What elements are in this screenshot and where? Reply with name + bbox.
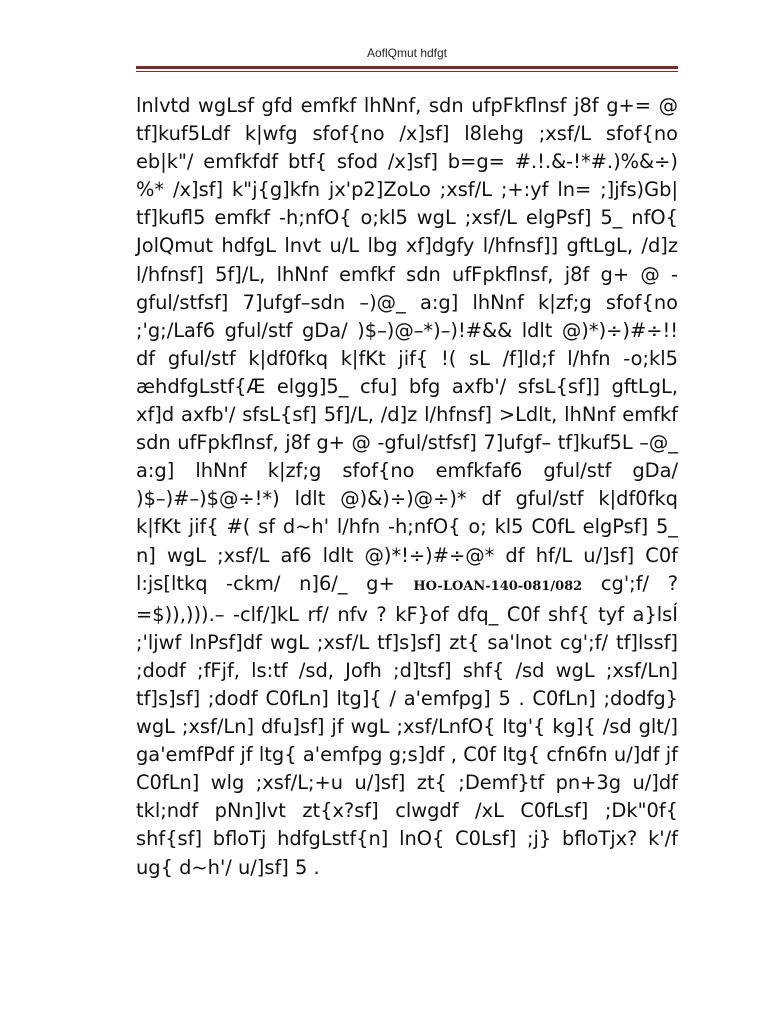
- body-text-part-2: cg';f/ ?=$)),))).– -clf/]kL rf/ nfv ? kF}of dfq_ C0f shf{ tyf a}lsÍ ;'ljwf lnPsf]df wgL ;xsf/L tf]s]sf] zt{ sa'lnot cg';f/ tf]lssf] ;dodf ;fFjf, ls:tf /sd, Jofh ;d]tsf] shf{ /sd wgL ;xsf/Ln] tf]s]sf] ;dodf C0fLn] ltg]{ / a'emfpg] 5 . C0fLn] ;dodfg} wgL ;xsf/Ln] dfu]sf] jf wgL ;xsf/LnfO{ ltg'{ kg]{ /sd glt/] ga'emfPdf jf ltg{ a'emfpg g;s]df , C0f ltg{ cfn6fn u/]df jf C0fLn] wlg ;xsf/L;+u u/]sf] zt{ ;Demf}tf pn+3g u/]df tkl;ndf pNn]lvt zt{x?sf] clwgdf /xL C0fLsf] ;Dk"0f{ shf{sf] bfloTj hdfgLstf{n] lnO{ C0Lsf] ;j} bfloTjx? k'/f ug{ d~h'/ u/]sf] 5 .: [136, 571, 678, 879]
- document-body: [136, 92, 678, 882]
- body-text-part-1: lnlvtd wgLsf gfd emfkf lhNnf, sdn ufpFkflnsf j8f g+= @ tf]kuf5Ldf k|wfg sfof{no /x]sf] l8lehg ;xsf/L sfof{no eb|k"/ emfkfdf btf{ sfod /x]sf] b=g= #.!.&-!*#.)%&÷) %* /x]sf] k"j{g]kfn jx'p2]ZoLo ;xsf/L ;+:yf ln= ;]jfs)Gb| tf]kufl5 emfkf -h;nfO{ o;kl5 wgL ;xsf/L elgPsf] 5_ nfO{ JolQmut hdfgL lnvt u/L lbg xf]dgfy l/hfnsf]] gftLgL, /d]z l/hfnsf] 5f]/L, lhNnf emfkf sdn ufFpkflnsf, j8f g+ @ -gful/stfsf] 7]ufgf–sdn –)@_ a:g] lhNnf k|zf;g sfof{no ;'g;/Laf6 gful/stf gDa/ )$–)@–*)–)!#&& ldlt @)*)÷)#÷!! df gful/stf k|df0fkq k|fKt jif{ !( sL /f]ld;f l/hfn -o;kl5 æhdfgLstf{Æ elgg]5_ cfu] bfg axfb'/ sfsL{sf]] gftLgL, xf]d axfb'/ sfsL{sf] 5f]/L, /d]z l/hfnsf] >Ldlt, lhNnf emfkf sdn ufFpkflnsf, j8f g+ @ -gful/stfsf] 7]ufgf– tf]kuf5L –@_ a:g] lhNnf k|zf;g sfof{no emfkfaf6 gful/stf gDa/ )$–)#–)$@÷!*) ldlt @)&)÷)@÷)* df gful/stf k|df0fkq k|fKt jif{ #( sf d~h' l/hfn -h;nfO{ o; kl5 C0fL elgPsf] 5_ n] wgL ;xsf/L af6 ldlt @)*!÷)#÷@* df hf/L u/]sf] C0f l:js[ltkq -ckm/ n]6/_ g+: [136, 94, 678, 595]
- header-divider-thick: [136, 66, 678, 69]
- header-divider-thin: [136, 71, 678, 72]
- loan-number: HO-LOAN-140-081/082: [413, 578, 583, 594]
- page-header-title: AoflQmut hdfgt: [366, 46, 448, 60]
